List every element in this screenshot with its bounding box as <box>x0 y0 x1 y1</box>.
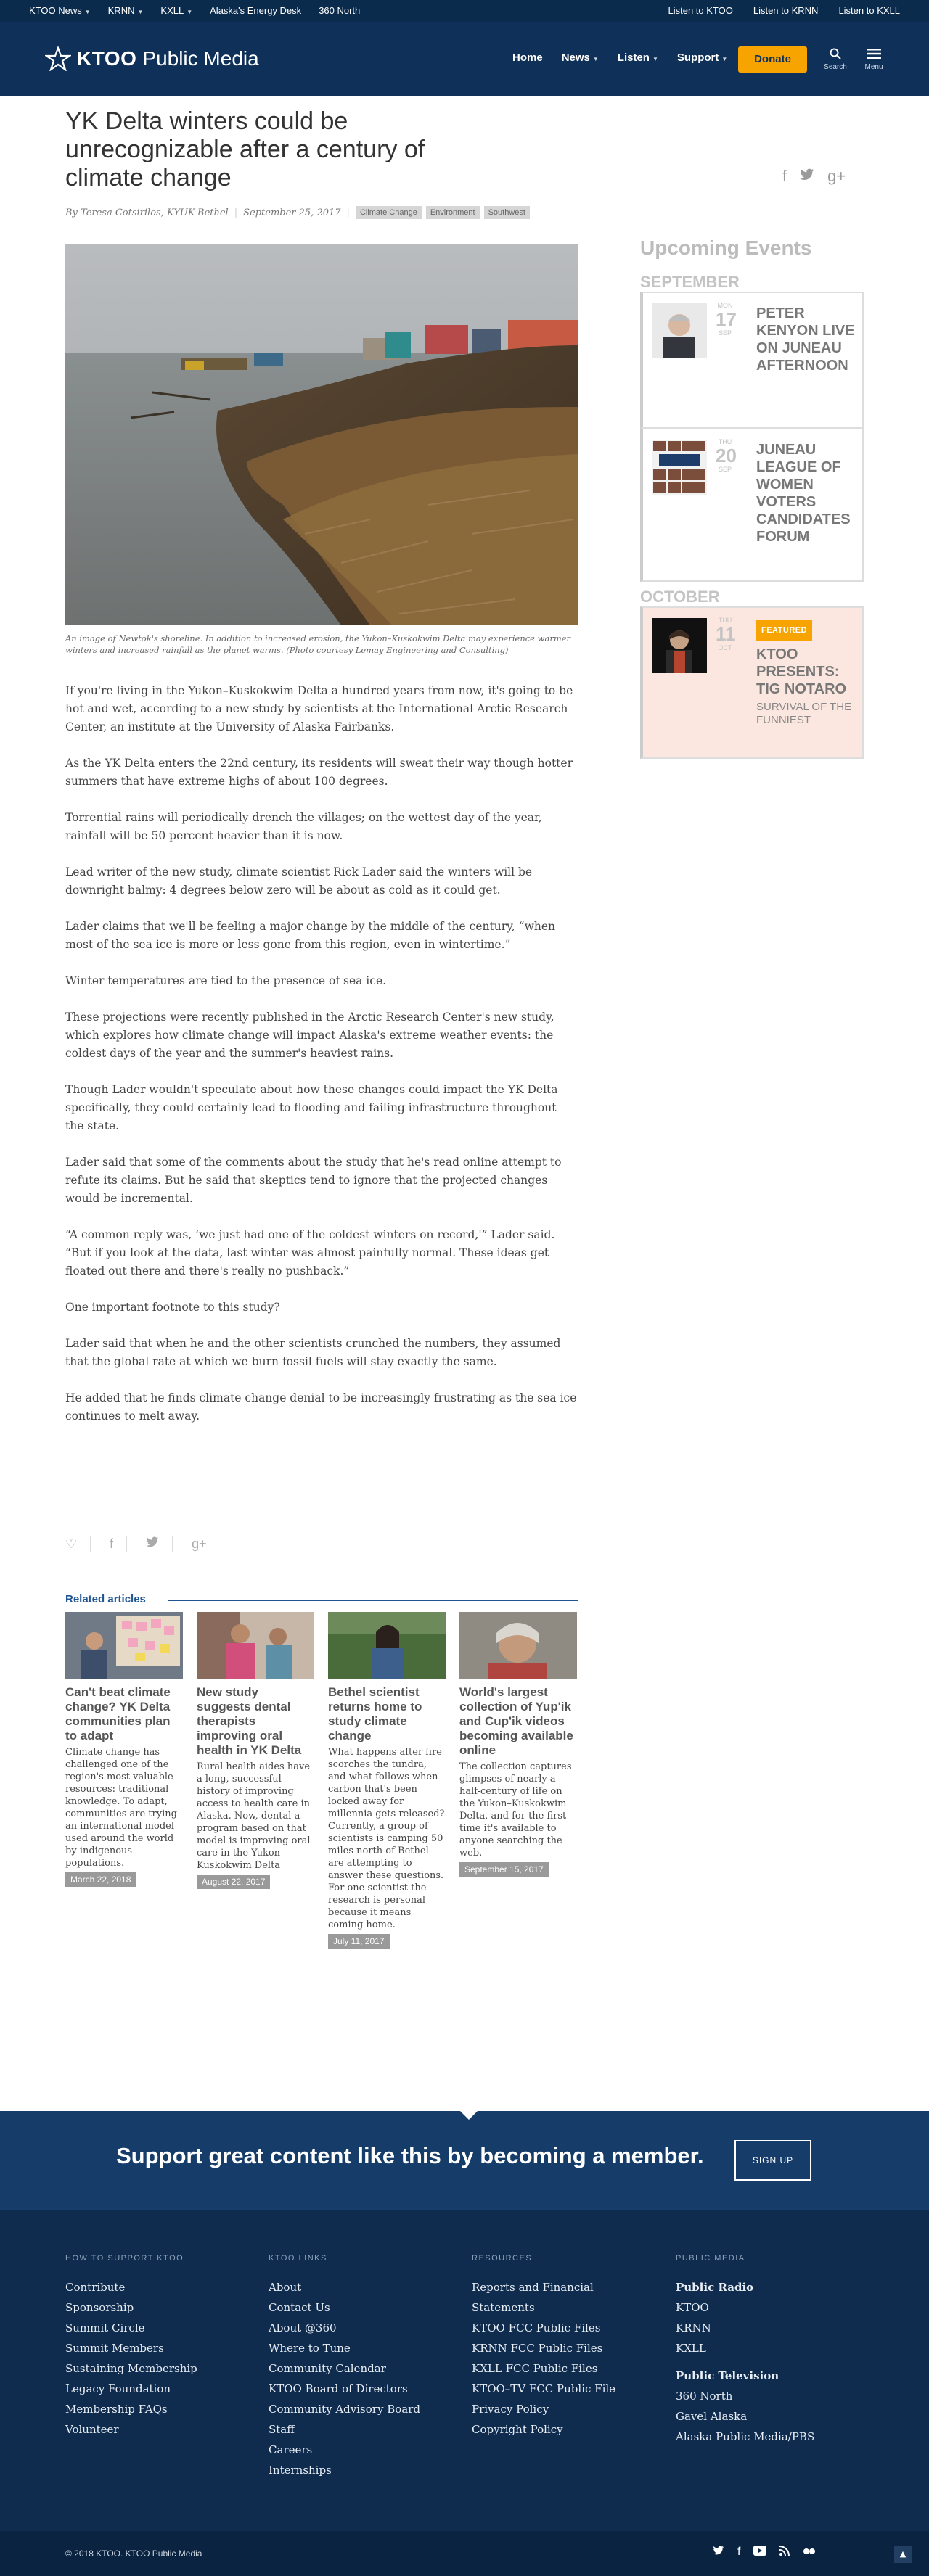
chevron-down-icon: ▼ <box>592 56 599 62</box>
footer-link[interactable]: Contribute <box>65 2281 126 2294</box>
footer-column-support: HOW TO SUPPORT KTOO Contribute Sponsorship Summit Circle Summit Members Sustaining Membership Legacy Foundation Membership FAQs Volunteer <box>65 2254 254 2440</box>
twitter-icon[interactable] <box>713 2546 724 2559</box>
footer-link[interactable]: Community Calendar <box>269 2362 386 2375</box>
copyright-text: © 2018 KTOO. KTOO Public Media <box>65 2548 202 2559</box>
site-logo[interactable] <box>45 46 259 71</box>
topbar-link-krnn[interactable]: KRNN ▼ <box>107 5 144 16</box>
share-buttons-bottom <box>65 1536 220 1552</box>
related-article-image <box>197 1612 314 1679</box>
footer-link[interactable]: Reports and Financial <box>472 2281 594 2294</box>
back-to-top-button[interactable] <box>894 2546 912 2563</box>
footer-link[interactable]: Community Advisory Board <box>269 2403 420 2416</box>
footer-link[interactable]: About <box>269 2281 302 2294</box>
event-thumbnail <box>652 440 707 495</box>
footer-link[interactable]: Membership FAQs <box>65 2403 168 2416</box>
event-card[interactable] <box>640 428 864 582</box>
article-paragraph: Winter temperatures are tied to the presence of sea ice. <box>65 974 387 987</box>
search-icon <box>830 48 841 59</box>
related-article-date: September 15, 2017 <box>459 1862 549 1877</box>
banner-notch <box>460 2111 478 2120</box>
footer-link[interactable]: Statements <box>472 2301 535 2314</box>
membership-banner <box>0 2111 929 2210</box>
footer-link[interactable]: KTOO Board of Directors <box>269 2382 408 2395</box>
facebook-icon[interactable]: f <box>737 2546 741 2558</box>
rss-icon[interactable] <box>779 2546 790 2559</box>
donate-button[interactable]: Donate <box>738 46 807 73</box>
article-body <box>65 682 578 1444</box>
footer-link[interactable]: Sponsorship <box>65 2301 134 2314</box>
event-card[interactable] <box>640 292 864 428</box>
event-thumbnail <box>652 303 707 358</box>
featured-badge: FEATURED <box>756 620 812 641</box>
topbar-link-energy-desk[interactable]: Alaska's Energy Desk <box>210 5 302 16</box>
footer-link[interactable]: Summit Members <box>65 2342 164 2355</box>
related-article[interactable] <box>459 1612 577 1877</box>
footer-link[interactable]: Legacy Foundation <box>65 2382 171 2395</box>
related-article-excerpt: What happens after fire scorches the tundra, and what follows when carbon that's been locked away for millennia gets released? Currently, a group of scientists is camping 50 miles north of Bethel are attempting to answer these questions. For one scientist the research is personal because it means coming home. <box>328 1747 445 1930</box>
article-paragraph: Lader said that some of the comments about the study that he's read online attempt to refute its claims. But he said that skeptics tend to ignore that the projected changes would be incremental. <box>65 1156 562 1205</box>
related-article-image <box>65 1612 183 1679</box>
related-article-date: July 11, 2017 <box>328 1934 390 1949</box>
article-paragraph: He added that he finds climate change denial to be increasingly frustrating as the sea ice continues to melt away. <box>65 1391 577 1423</box>
event-thumbnail <box>652 618 707 673</box>
site-header <box>0 22 929 96</box>
twitter-icon[interactable] <box>800 167 814 186</box>
event-title[interactable]: JUNEAU LEAGUE OF WOMEN VOTERS CANDIDATES FORUM <box>756 442 851 545</box>
footer-link[interactable]: Contact Us <box>269 2301 330 2314</box>
listen-kxll-link[interactable]: Listen to KXLL <box>838 5 900 16</box>
related-article-image <box>459 1612 577 1679</box>
related-article-title[interactable]: New study suggests dental therapists improving oral health in YK Delta <box>197 1685 302 1757</box>
event-title[interactable]: FEATURED KTOO PRESENTS: TIG NOTARO SURVIVAL OF THE FUNNIEST <box>756 620 858 727</box>
image-caption: An image of Newtok's shoreline. In addition to increased erosion, the Yukon–Kuskokwim Delta may experience warmer winters and increased rainfall as the planet warms. (Photo courtesy Lemay Engineering and Consulting) <box>65 633 571 655</box>
article-paragraph: As the YK Delta enters the 22nd century, its residents will sweat their way though hotter summers that have extreme highs of about 100 degrees. <box>65 757 573 788</box>
logo-wordmark: KTOO <box>77 47 137 70</box>
article-date: September 25, 2017 <box>243 207 341 218</box>
sign-up-button[interactable]: SIGN UP <box>734 2140 811 2181</box>
footer-link[interactable]: Sustaining Membership <box>65 2362 197 2375</box>
related-article-excerpt: The collection captures glimpses of nearly a half-century of life on the Yukon–Kuskokwim Delta, and for the first time it's available to anyone searching the web. <box>459 1761 572 1859</box>
related-article-date: March 22, 2018 <box>65 1872 136 1887</box>
related-article-title[interactable]: Bethel scientist returns home to study climate change <box>328 1685 422 1742</box>
footer-link[interactable]: 360 North <box>676 2390 733 2403</box>
tag-environment[interactable]: Environment <box>426 206 480 219</box>
article-paragraph: One important footnote to this study? <box>65 1301 280 1314</box>
nav-home[interactable]: Home <box>512 52 543 64</box>
article-title: YK Delta winters could be unrecognizable after a century of climate change <box>65 107 425 192</box>
top-bar <box>0 0 929 22</box>
facebook-icon[interactable]: f <box>110 1536 127 1552</box>
event-subtitle: SURVIVAL OF THE FUNNIEST <box>756 701 852 726</box>
chevron-up-icon: ▲ <box>899 2549 907 2559</box>
related-article-excerpt: Climate change has challenged one of the region's most valuable resources: traditional knowledge. To adapt, communities are trying an international model used around the world by indigenous populations. <box>65 1747 177 1869</box>
main-nav <box>512 52 727 64</box>
article-byline: By Teresa Cotsirilos, KYUK-Bethel <box>65 207 229 218</box>
logo-subtitle: Public Media <box>142 47 259 70</box>
event-title[interactable]: PETER KENYON LIVE ON JUNEAU AFTERNOON <box>756 305 855 374</box>
chevron-down-icon: ▼ <box>84 9 91 15</box>
article-paragraph: If you're living in the Yukon–Kuskokwim Delta a hundred years from now, it's going to be hot and wet, according to a new study by scientists at the International Arctic Research Center, an institute at the University of Alaska Fairbanks. <box>65 684 573 733</box>
article-hero-image <box>65 244 578 625</box>
twitter-icon[interactable] <box>146 1536 173 1552</box>
site-footer <box>0 2210 929 2531</box>
related-article[interactable] <box>65 1612 183 1887</box>
google-plus-icon[interactable]: g+ <box>827 167 846 185</box>
topbar-link-ktoo-news[interactable]: KTOO News ▼ <box>29 5 91 16</box>
footer-link[interactable]: Volunteer <box>65 2423 119 2436</box>
footer-link[interactable]: KRNN FCC Public Files <box>472 2342 603 2355</box>
nav-news[interactable]: News ▼ <box>561 52 599 64</box>
footer-link[interactable]: Gavel Alaska <box>676 2410 748 2423</box>
related-article-title[interactable]: World's largest collection of Yup'ik and Cup'ik videos becoming available online <box>459 1685 573 1757</box>
article-paragraph: Lader claims that we'll be feeling a major change by the middle of the century, “when most of the sea ice is more or less gone from this region, even in wintertime.” <box>65 920 555 951</box>
article-paragraph: Lader said that when he and the other scientists crunched the numbers, they assumed that the global rate at which we burn fossil fuels will stay exactly the same. <box>65 1337 561 1368</box>
footer-link[interactable]: Internships <box>269 2464 332 2477</box>
hamburger-icon <box>867 48 881 59</box>
chevron-down-icon: ▼ <box>652 56 658 62</box>
related-article[interactable] <box>328 1612 446 1949</box>
footer-link[interactable]: Summit Circle <box>65 2321 145 2334</box>
footer-link[interactable]: KXLL FCC Public Files <box>472 2362 598 2375</box>
footer-link[interactable]: Alaska Public Media/PBS <box>676 2430 815 2443</box>
month-label: OCTOBER <box>640 588 720 606</box>
related-article-image <box>328 1612 446 1679</box>
related-article-title[interactable]: Can't beat climate change? YK Delta communities plan to adapt <box>65 1685 171 1742</box>
footer-link[interactable]: Where to Tune <box>269 2342 351 2355</box>
event-date: THU 11 OCT <box>716 617 736 651</box>
footer-link[interactable]: KTOO–TV FCC Public File <box>472 2382 616 2395</box>
chevron-down-icon: ▼ <box>137 9 144 15</box>
article-paragraph: These projections were recently published in the Arctic Research Center's new study, which explores how climate change will impact Alaska's extreme weather events: the coldest days of the year and the summer's heaviest rains. <box>65 1011 554 1060</box>
footer-link[interactable]: About @360 <box>269 2321 337 2334</box>
search-button[interactable]: Search <box>821 48 850 71</box>
chevron-down-icon: ▼ <box>721 56 728 62</box>
related-articles-heading: Related articles <box>65 1593 578 1605</box>
article-paragraph: Lead writer of the new study, climate scientist Rick Lader said the winters will be downright balmy: 4 degrees below zero will be about as cold as it could get. <box>65 865 533 897</box>
article-paragraph: “A common reply was, ‘we just had one of the coldest winters on record,'” Lader said. “But if you look at the data, last winter was almost painfully normal. These ideas get floated out there and there's really no pushback.” <box>65 1228 555 1277</box>
upcoming-events-heading: Upcoming Events <box>640 236 812 259</box>
nav-listen[interactable]: Listen ▼ <box>617 52 658 64</box>
footer-link[interactable]: Careers <box>269 2443 313 2456</box>
google-plus-icon[interactable]: g+ <box>192 1536 207 1551</box>
chevron-down-icon: ▼ <box>187 9 193 15</box>
facebook-icon[interactable]: f <box>782 167 787 185</box>
related-article-date: August 22, 2017 <box>197 1875 270 1889</box>
footer-link[interactable]: KRNN <box>676 2321 711 2334</box>
footer-link[interactable]: KTOO <box>676 2301 709 2314</box>
footer-link[interactable]: Copyright Policy <box>472 2423 563 2436</box>
topbar-link-360-north[interactable]: 360 North <box>319 5 361 16</box>
listen-krnn-link[interactable]: Listen to KRNN <box>753 5 819 16</box>
footer-column-public-media: PUBLIC MEDIA Public Radio KTOO KRNN KXLL Public Television 360 North Gavel Alaska Alaska Public Media/PBS <box>676 2254 864 2447</box>
menu-button[interactable]: Menu <box>859 48 888 71</box>
footer-social-icons <box>713 2546 816 2559</box>
youtube-icon[interactable] <box>753 2546 766 2559</box>
listen-ktoo-link[interactable]: Listen to KTOO <box>668 5 733 16</box>
article-meta: By Teresa Cotsirilos, KYUK-Bethel | September 25, 2017 | Climate Change Environment Southwest <box>65 206 534 219</box>
footer-column-links: KTOO LINKS About Contact Us About @360 Where to Tune Community Calendar KTOO Board of Directors Community Advisory Board Staff Careers Internships <box>269 2254 457 2480</box>
related-article-excerpt: Rural health aides have a long, successful history of improving access to health care in Alaska. Now, dental a program based on that model is improving oral care in the Yukon-Kuskokwim Delta <box>197 1761 311 1871</box>
tag-climate-change[interactable]: Climate Change <box>356 206 422 219</box>
copyright-bar <box>0 2531 929 2576</box>
article-paragraph: Torrential rains will periodically drench the villages; on the wettest day of the year, rainfall will be 50 percent heavier than it is now. <box>65 811 542 842</box>
event-card-featured[interactable] <box>640 606 864 759</box>
flickr-icon[interactable] <box>803 2546 816 2559</box>
footer-subheading: Public Television <box>676 2369 779 2382</box>
heart-icon[interactable]: ♡ <box>65 1536 91 1552</box>
share-buttons-top <box>782 167 846 186</box>
footer-column-resources: RESOURCES Reports and Financial Statements KTOO FCC Public Files KRNN FCC Public Files KXLL FCC Public Files KTOO–TV FCC Public File Privacy Policy Copyright Policy <box>472 2254 660 2440</box>
footer-link[interactable]: KXLL <box>676 2342 706 2355</box>
membership-text: Support great content like this by becoming a member. <box>116 2143 704 2168</box>
related-article[interactable] <box>197 1612 314 1889</box>
footer-link[interactable]: Privacy Policy <box>472 2403 549 2416</box>
article-paragraph: Though Lader wouldn't speculate about how these changes could impact the YK Delta specifically, they could certainly lead to flooding and failing infrastructure throughout the state. <box>65 1083 558 1132</box>
star-logo-icon <box>45 46 71 71</box>
month-label: SEPTEMBER <box>640 273 740 291</box>
footer-subheading: Public Radio <box>676 2281 754 2294</box>
footer-link[interactable]: KTOO FCC Public Files <box>472 2321 601 2334</box>
footer-link[interactable]: Staff <box>269 2423 295 2436</box>
tag-southwest[interactable]: Southwest <box>484 206 530 219</box>
event-date: THU 20 SEP <box>716 438 737 473</box>
topbar-link-kxll[interactable]: KXLL ▼ <box>160 5 193 16</box>
event-date: MON 17 SEP <box>716 302 737 337</box>
nav-support[interactable]: Support ▼ <box>676 52 728 64</box>
